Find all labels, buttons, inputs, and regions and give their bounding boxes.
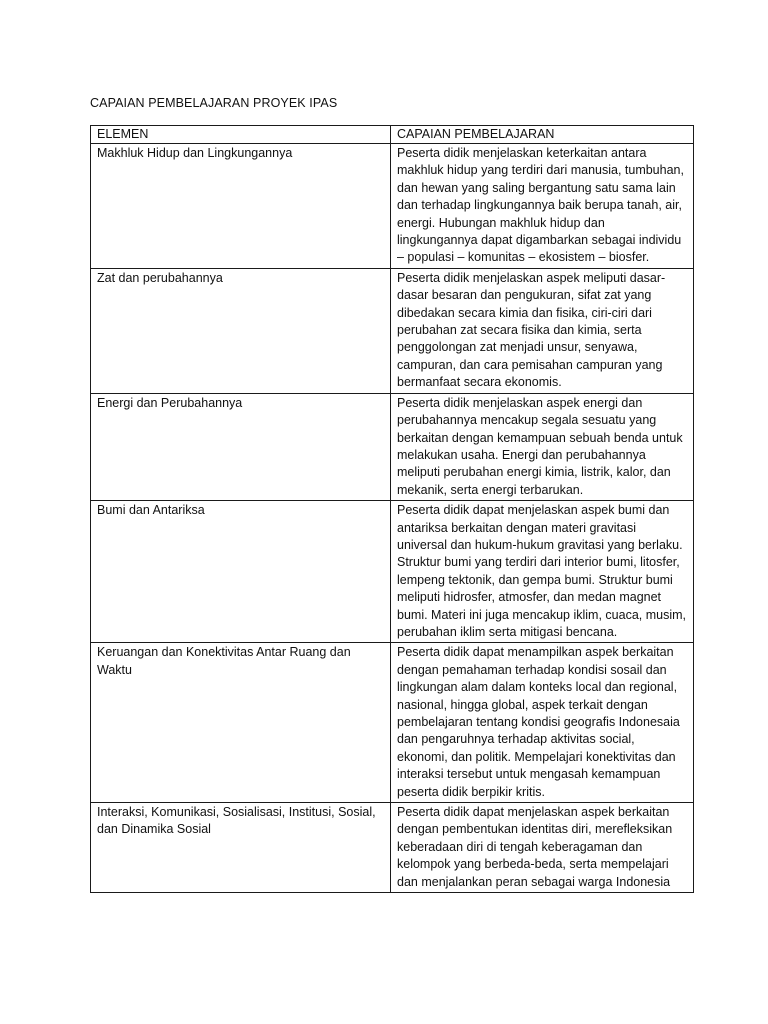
table-row bbox=[91, 144, 694, 269]
capaian-cell: Peserta didik dapat menjelaskan aspek bumi dan antariksa berkaitan dengan materi gravitasi universal dan hukum-hukum gravitasi yang berlaku. Struktur bumi yang terdiri dari interior bumi, litosfer, lempeng tektonik, dan gempa bumi. Struktur bumi meliputi hidrosfer, atmosfer, dan medan magnet bumi. Materi ini juga mencakup iklim, cuaca, musim, perubahan iklim serta mitigasi bencana. bbox=[391, 501, 694, 643]
header-elemen: ELEMEN bbox=[91, 126, 391, 144]
capaian-cell: Peserta didik dapat menjelaskan aspek berkaitan dengan pembentukan identitas diri, merefleksikan keberadaan diri di tengah keberagaman dan kelompok yang berbeda-beda, serta mempelajari dan menjalankan peran sebagai warga Indonesia bbox=[391, 803, 694, 893]
capaian-cell: Peserta didik menjelaskan keterkaitan antara makhluk hidup yang terdiri dari manusia, tumbuhan, dan hewan yang saling bergantung satu sama lain dan terhadap lingkungannya baik berupa tanah, air, energi. Hubungan makhluk hidup dan lingkungannya dapat digambarkan sebagai individu – populasi – komunitas – ekosistem – biosfer. bbox=[391, 144, 694, 269]
table-row bbox=[91, 393, 694, 500]
elemen-cell: Keruangan dan Konektivitas Antar Ruang dan Waktu bbox=[91, 643, 391, 803]
table-row bbox=[91, 803, 694, 893]
capaian-cell: Peserta didik dapat menampilkan aspek berkaitan dengan pemahaman terhadap kondisi sosail dan lingkungan alam dalam konteks local dan regional, nasional, hingga global, aspek terkait dengan pembelajaran tentang kondisi geografis Indonesaia dan pengaruhnya terhadap aktivitas social, ekonomi, dan politik. Mempelajari konektivitas dan interaksi tersebut untuk mengasah kemampuan peserta didik berpikir kritis. bbox=[391, 643, 694, 803]
capaian-cell: Peserta didik menjelaskan aspek energi dan perubahannya mencakup segala sesuatu yang berkaitan dengan kemampuan sebuah benda untuk melakukan usaha. Energi dan perubahannya meliputi perubahan energi kimia, listrik, kalor, dan mekanik, serta energi terbarukan. bbox=[391, 393, 694, 500]
table-row bbox=[91, 268, 694, 393]
capaian-cell: Peserta didik menjelaskan aspek meliputi dasar-dasar besaran dan pengukuran, sifat zat yang dibedakan secara kimia dan fisika, ciri-ciri dari perubahan zat secara fisika dan kimia, serta penggolongan zat menjadi unsur, senyawa, campuran, dan cara pemisahan campuran yang bermanfaat secara ekonomis. bbox=[391, 268, 694, 393]
table-header-row bbox=[91, 126, 694, 144]
table-row bbox=[91, 501, 694, 643]
elemen-cell: Energi dan Perubahannya bbox=[91, 393, 391, 500]
elemen-cell: Zat dan perubahannya bbox=[91, 268, 391, 393]
capaian-table bbox=[90, 125, 694, 893]
elemen-cell: Bumi dan Antariksa bbox=[91, 501, 391, 643]
header-capaian-pembelajaran: CAPAIAN PEMBELAJARAN bbox=[391, 126, 694, 144]
elemen-cell: Interaksi, Komunikasi, Sosialisasi, Institusi, Sosial, dan Dinamika Sosial bbox=[91, 803, 391, 893]
table-row bbox=[91, 643, 694, 803]
elemen-cell: Makhluk Hidup dan Lingkungannya bbox=[91, 144, 391, 269]
page-title: CAPAIAN PEMBELAJARAN PROYEK IPAS bbox=[90, 96, 338, 110]
